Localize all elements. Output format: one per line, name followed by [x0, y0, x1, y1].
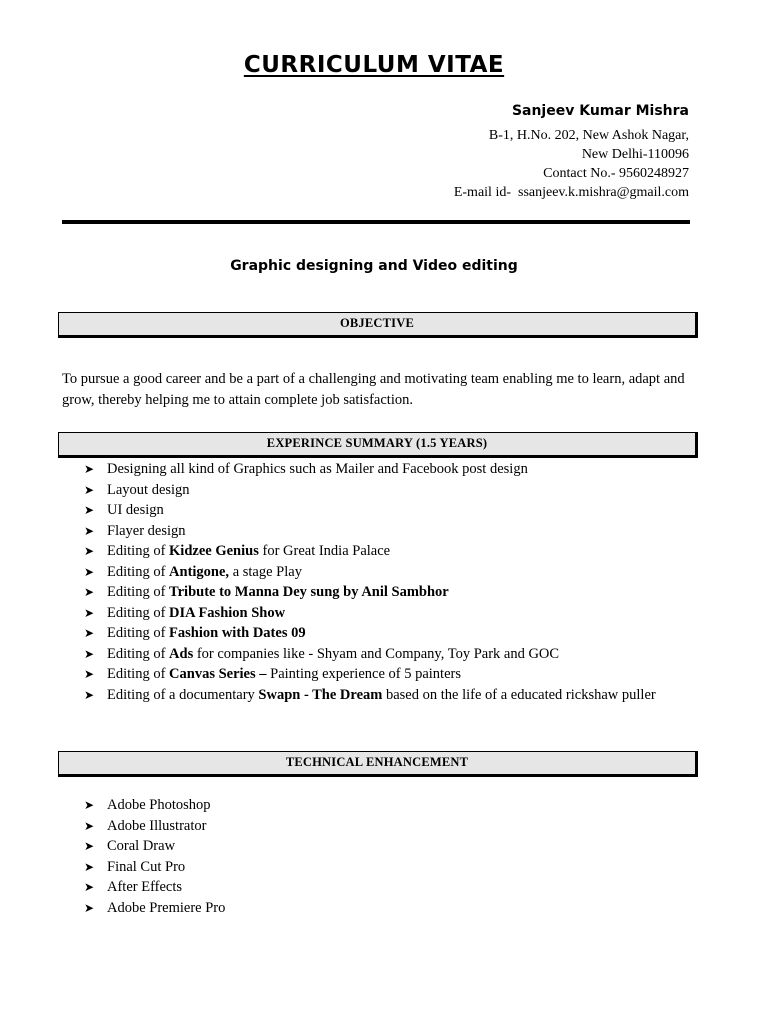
experience-item-text: Layout design [107, 481, 190, 498]
arrowhead-bullet-icon: ➤ [84, 798, 95, 812]
arrowhead-bullet-icon: ➤ [84, 585, 95, 599]
address-line-1: B-1, H.No. 202, New Ashok Nagar, [488, 128, 689, 143]
experience-item-text: Painting experience of 5 painters [266, 666, 461, 682]
experience-heading: EXPERINCE SUMMARY (1.5 YEARS) [58, 432, 698, 458]
arrowhead-bullet-icon: ➤ [84, 900, 95, 915]
experience-item-text: a stage Play [229, 563, 302, 580]
experience-item-text: Editing of [107, 666, 170, 682]
experience-item-text: for companies like - Shyam and Company, Toy Park and GOC [193, 645, 560, 662]
arrowhead-bullet-icon: ➤ [84, 859, 95, 874]
experience-item-highlight: Swapn - The Dream [258, 686, 383, 703]
arrowhead-bullet-icon: ➤ [84, 687, 95, 702]
experience-item [84, 521, 656, 542]
experience-item-text: Editing of a documentary [107, 686, 259, 703]
objective-heading: OBJECTIVE [58, 312, 698, 338]
experience-item-text: for Great India Palace [258, 543, 391, 559]
cv-title: CURRICULUM VITAE [243, 52, 505, 78]
technical-item-text: Adobe Premiere Pro [107, 899, 226, 916]
contact-block [454, 103, 689, 202]
experience-item-text: Editing of [107, 645, 170, 662]
experience-item [84, 644, 656, 665]
technical-item [84, 857, 225, 878]
technical-item [84, 836, 225, 857]
arrowhead-bullet-icon: ➤ [84, 544, 95, 558]
contact-number: Contact No.- 9560248927 [543, 166, 689, 181]
arrowhead-bullet-icon: ➤ [84, 605, 95, 620]
experience-item-highlight: Tribute to Manna Dey sung by Anil Sambhor [169, 584, 449, 600]
technical-item [84, 898, 225, 919]
experience-item [84, 541, 656, 562]
experience-item [84, 582, 656, 603]
experience-item-highlight: Fashion with Dates 09 [169, 625, 306, 641]
email-address: E-mail id- ssanjeev.k.mishra@gmail.com [453, 185, 689, 200]
experience-item [84, 623, 656, 644]
arrowhead-bullet-icon: ➤ [84, 667, 95, 681]
arrowhead-bullet-icon: ➤ [84, 880, 95, 894]
experience-item [84, 480, 656, 501]
experience-item [84, 685, 656, 706]
arrowhead-bullet-icon: ➤ [84, 646, 95, 661]
experience-item-text: Editing of [107, 584, 170, 600]
candidate-name: Sanjeev Kumar Mishra [511, 103, 689, 119]
arrowhead-bullet-icon: ➤ [84, 818, 95, 833]
address-line-2: New Delhi-110096 [581, 147, 689, 162]
experience-item [84, 603, 656, 624]
technical-item-text: Adobe Illustrator [107, 817, 207, 834]
experience-item-text: Editing of [107, 625, 170, 641]
experience-item [84, 500, 656, 521]
technical-item [84, 877, 225, 898]
arrowhead-bullet-icon: ➤ [84, 462, 95, 476]
header-divider [62, 220, 690, 224]
arrowhead-bullet-icon: ➤ [84, 503, 95, 517]
experience-item-highlight: Ads [169, 645, 194, 662]
experience-item-text: Editing of [107, 563, 170, 580]
technical-item-text: Adobe Photoshop [107, 797, 211, 813]
experience-item [84, 459, 656, 480]
technical-item [84, 816, 225, 837]
experience-item-highlight: Canvas Series – [169, 666, 267, 682]
experience-item [84, 562, 656, 583]
experience-item-highlight: Kidzee Genius [169, 543, 259, 559]
experience-item-highlight: DIA Fashion Show [169, 604, 286, 621]
technical-list [84, 795, 225, 918]
technical-item-text: Coral Draw [107, 838, 176, 854]
arrowhead-bullet-icon: ➤ [84, 564, 95, 579]
experience-item-highlight: Antigone, [169, 563, 230, 580]
technical-item [84, 795, 225, 816]
role-title: Graphic designing and Video editing [230, 258, 518, 274]
experience-item [84, 664, 656, 685]
experience-item-text: Designing all kind of Graphics such as Mailer and Facebook post design [107, 461, 528, 477]
technical-item-text: Final Cut Pro [107, 858, 186, 875]
objective-text: To pursue a good career and be a part of a challenging and motivating team enabling me to learn, adapt and grow, thereby helping me to attain complete job satisfaction. [62, 371, 685, 408]
arrowhead-bullet-icon: ➤ [84, 839, 95, 853]
experience-item-text: based on the life of a educated rickshaw puller [382, 686, 656, 703]
experience-item-text: Editing of [107, 604, 170, 621]
arrowhead-bullet-icon: ➤ [84, 523, 95, 538]
arrowhead-bullet-icon: ➤ [84, 482, 95, 497]
experience-list [84, 459, 656, 705]
technical-heading: TECHNICAL ENHANCEMENT [58, 751, 698, 777]
technical-item-text: After Effects [107, 879, 183, 895]
experience-item-text: Editing of [107, 543, 170, 559]
experience-item-text: Flayer design [107, 522, 186, 539]
experience-item-text: UI design [107, 502, 164, 518]
arrowhead-bullet-icon: ➤ [84, 626, 95, 640]
